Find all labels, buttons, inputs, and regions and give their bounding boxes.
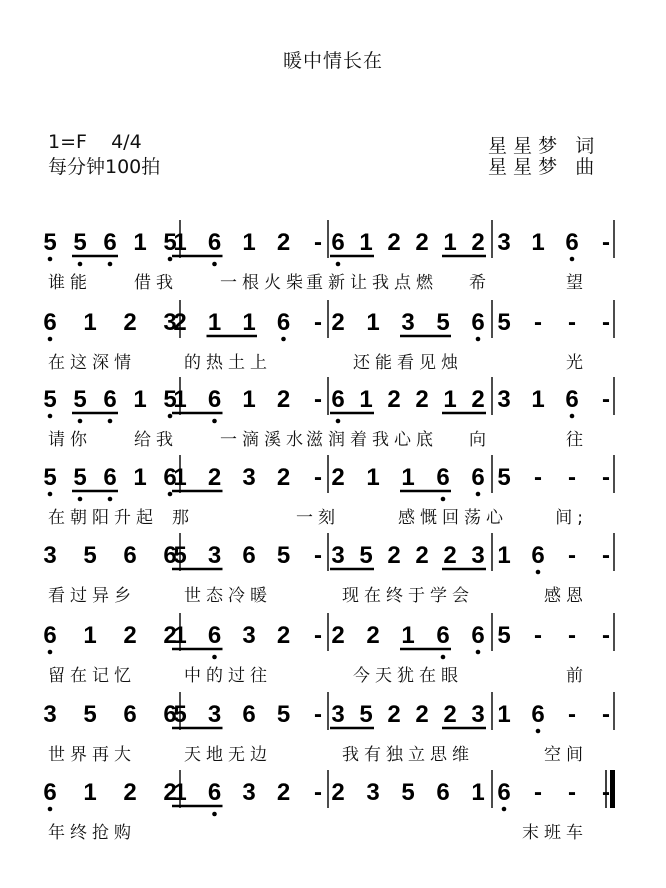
sustain-dash: - [602,386,610,413]
note-digit: 3 [401,309,415,336]
lyric-word: 前 [566,666,588,686]
note-digit: 2 [276,779,291,806]
note-digit: 1 [242,229,256,256]
note-digit: 1 [83,622,97,649]
sustain-dash: - [602,622,610,649]
note-digit: 6 [43,309,57,336]
sustain-dash: - [602,542,610,569]
note-digit: 6 [103,386,117,413]
note-digit: 3 [331,701,345,728]
lyric-word: 向 [469,430,491,450]
note-digit: 6 [531,542,545,569]
note-digit: 5 [359,701,373,728]
sustain-dash: - [602,701,610,728]
low-octave-dot [212,812,217,817]
note-digit: 5 [401,779,415,806]
note-digit: 1 [173,779,187,806]
note-digit: 5 [163,386,177,413]
lyric-word: 谁能 [48,273,92,293]
note-digit: 6 [103,464,117,491]
sustain-dash: - [314,386,322,413]
lyric-word: 一刻 [296,508,340,528]
low-octave-dot [212,262,217,267]
lyric-word: 我有独立思维 [342,745,474,765]
lyric-word: 年终抢购 [48,823,136,843]
lyric-word: 一根火柴 [220,273,308,293]
note-digit: 2 [163,779,177,806]
low-octave-dot [536,729,541,734]
lyric-word: 感恩 [544,586,588,606]
note-digit: 3 [497,229,511,256]
note-digit: 2 [276,464,291,491]
low-octave-dot [476,492,481,497]
note-digit: 6 [242,542,256,569]
note-digit: 3 [471,542,485,569]
lyric-word: 感慨回荡心 [398,508,508,528]
note-digit: 1 [401,464,415,491]
note-digit: 2 [123,622,137,649]
low-octave-dot [48,492,53,497]
note-digit: 3 [163,309,177,336]
note-digit: 2 [415,701,429,728]
lyric-word: 希 [469,273,491,293]
sustain-dash: - [314,779,322,806]
note-digit: 1 [173,622,187,649]
note-digit: 1 [133,386,147,413]
lyric-word: 间; [555,508,588,528]
note-digit: 2 [387,542,401,569]
note-digit: 2 [387,701,401,728]
note-digit: 3 [242,464,256,491]
sustain-dash: - [314,701,322,728]
note-digit: 6 [497,779,511,806]
note-digit: 2 [123,309,137,336]
lyric-word: 在朝阳升起 [48,508,158,528]
note-digit: 6 [436,622,450,649]
note-digit: 2 [331,779,345,806]
lyric-word: 的热土上 [184,353,272,373]
note-digit: 1 [359,386,373,413]
note-digit: 6 [123,701,137,728]
note-digit: 5 [497,622,511,649]
note-digit: 1 [497,701,511,728]
note-digit: 6 [163,464,177,491]
note-digit: 2 [471,386,485,413]
note-digit: 6 [471,622,485,649]
sustain-dash: - [314,542,322,569]
composer-credit: 星 星 梦 曲 [488,156,595,178]
note-digit: 5 [436,309,450,336]
lyric-word: 在这深情 [48,353,136,373]
note-digit: 1 [401,622,415,649]
note-digit: 6 [207,386,222,413]
low-octave-dot [281,337,286,342]
note-digit: 3 [242,622,256,649]
song-title: 暖中情长在 [282,50,383,72]
note-digit: 2 [276,622,291,649]
note-digit: 3 [43,542,57,569]
lyric-word: 世界再大 [48,745,136,765]
note-digit: 6 [123,542,137,569]
low-octave-dot [108,262,113,267]
note-digit: 1 [359,229,373,256]
sustain-dash: - [534,779,542,806]
note-digit: 1 [173,464,187,491]
low-octave-dot [570,414,575,419]
low-octave-dot [48,807,53,812]
note-digit: 2 [123,779,137,806]
sustain-dash: - [568,622,576,649]
note-digit: 1 [83,309,97,336]
sustain-dash: - [314,464,322,491]
low-octave-dot [168,257,173,262]
note-digit: 5 [83,542,97,569]
note-digit: 1 [133,229,147,256]
lyric-word: 重新让我点燃 [306,273,438,293]
sustain-dash: - [602,309,610,336]
lyric-word: 天地无边 [184,745,272,765]
note-digit: 1 [531,386,545,413]
key-time-signature: 1=F 4/4 [48,131,142,153]
note-digit: 1 [173,386,187,413]
note-digit: 3 [207,542,222,569]
lyric-word: 给我 [134,430,178,450]
lyric-word: 看过异乡 [48,586,136,606]
low-octave-dot [168,492,173,497]
note-digit: 2 [173,309,187,336]
sustain-dash: - [602,464,610,491]
note-digit: 2 [415,386,429,413]
low-octave-dot [536,570,541,575]
note-digit: 1 [443,386,457,413]
note-digit: 6 [43,622,57,649]
note-digit: 5 [276,701,291,728]
sustain-dash: - [534,309,542,336]
note-digit: 1 [173,229,187,256]
note-digit: 3 [207,701,222,728]
lyric-word: 中的过往 [184,666,272,686]
note-digit: 1 [531,229,545,256]
lyric-word: 还能看见烛 [353,353,463,373]
note-digit: 1 [443,229,457,256]
note-digit: 5 [276,542,291,569]
note-digit: 3 [471,701,485,728]
note-digit: 5 [83,701,97,728]
note-digit: 2 [331,309,345,336]
note-digit: 6 [163,542,177,569]
note-digit: 2 [471,229,485,256]
note-digit: 1 [83,779,97,806]
sustain-dash: - [534,464,542,491]
lyric-word: 请你 [48,430,92,450]
tempo-marking: 每分钟100拍 [48,156,161,178]
low-octave-dot [48,257,53,262]
note-digit: 6 [471,464,485,491]
note-digit: 2 [331,622,345,649]
low-octave-dot [48,414,53,419]
low-octave-dot [336,419,341,424]
note-digit: 5 [43,229,57,256]
low-octave-dot [336,262,341,267]
note-digit: 6 [565,386,579,413]
low-octave-dot [570,257,575,262]
note-digit: 2 [163,622,177,649]
lyric-word: 往 [566,430,588,450]
lyric-word: 末班车 [522,823,588,843]
note-digit: 2 [207,464,222,491]
note-digit: 6 [43,779,57,806]
note-digit: 1 [471,779,485,806]
note-digit: 1 [242,309,256,336]
lyric-word: 滋润着我心底 [306,430,438,450]
note-digit: 3 [242,779,256,806]
sustain-dash: - [602,229,610,256]
note-digit: 1 [366,464,380,491]
lyric-word: 借我 [134,273,178,293]
lyric-word: 空间 [544,745,588,765]
final-barline-thick [610,770,615,808]
note-digit: 5 [359,542,373,569]
lyric-word: 望 [566,273,588,293]
sustain-dash: - [602,779,610,806]
note-digit: 2 [415,542,429,569]
note-digit: 2 [276,386,291,413]
note-digit: 2 [276,229,291,256]
note-digit: 5 [163,229,177,256]
sustain-dash: - [568,464,576,491]
note-digit: 5 [497,309,511,336]
note-digit: 6 [531,701,545,728]
note-digit: 5 [173,701,187,728]
note-digit: 5 [73,464,87,491]
lyric-word: 留在记忆 [48,666,136,686]
sustain-dash: - [534,622,542,649]
note-digit: 6 [103,229,117,256]
low-octave-dot [78,497,83,502]
low-octave-dot [48,650,53,655]
low-octave-dot [441,497,446,502]
sustain-dash: - [314,622,322,649]
note-digit: 5 [73,229,87,256]
sustain-dash: - [568,779,576,806]
low-octave-dot [476,337,481,342]
low-octave-dot [502,807,507,812]
note-digit: 6 [163,701,177,728]
note-digit: 2 [331,464,345,491]
sustain-dash: - [314,229,322,256]
note-digit: 3 [331,542,345,569]
lyric-word: 那 [172,508,194,528]
note-digit: 2 [387,229,401,256]
note-digit: 5 [43,386,57,413]
note-digit: 3 [497,386,511,413]
lyricist-credit: 星 星 梦 词 [488,135,595,157]
lyric-word: 世态冷暖 [184,586,272,606]
lyric-word: 光 [566,353,588,373]
note-digit: 5 [73,386,87,413]
sustain-dash: - [568,309,576,336]
low-octave-dot [212,419,217,424]
note-digit: 2 [415,229,429,256]
low-octave-dot [476,650,481,655]
note-digit: 1 [133,464,147,491]
low-octave-dot [441,655,446,660]
note-digit: 1 [242,386,256,413]
sustain-dash: - [568,701,576,728]
note-digit: 1 [207,309,222,336]
note-digit: 2 [443,542,457,569]
note-digit: 6 [331,229,345,256]
note-digit: 2 [443,701,457,728]
note-digit: 5 [43,464,57,491]
note-digit: 5 [173,542,187,569]
low-octave-dot [78,419,83,424]
note-digit: 5 [497,464,511,491]
lyric-word: 今天犹在眼 [353,666,463,686]
note-digit: 1 [497,542,511,569]
note-digit: 6 [207,622,222,649]
note-digit: 6 [242,701,256,728]
note-digit: 6 [565,229,579,256]
note-digit: 2 [366,622,380,649]
low-octave-dot [108,497,113,502]
note-digit: 1 [366,309,380,336]
low-octave-dot [78,262,83,267]
low-octave-dot [48,337,53,342]
low-octave-dot [108,419,113,424]
note-digit: 6 [207,779,222,806]
note-digit: 6 [207,229,222,256]
low-octave-dot [168,414,173,419]
note-digit: 2 [387,386,401,413]
note-digit: 6 [331,386,345,413]
note-digit: 6 [436,779,450,806]
note-digit: 6 [436,464,450,491]
sustain-dash: - [314,309,322,336]
sustain-dash: - [568,542,576,569]
note-digit: 3 [366,779,380,806]
low-octave-dot [212,655,217,660]
note-digit: 3 [43,701,57,728]
lyric-word: 现在终于学会 [342,586,474,606]
note-digit: 6 [471,309,485,336]
note-digit: 6 [276,309,291,336]
lyric-word: 一滴溪水 [220,430,308,450]
